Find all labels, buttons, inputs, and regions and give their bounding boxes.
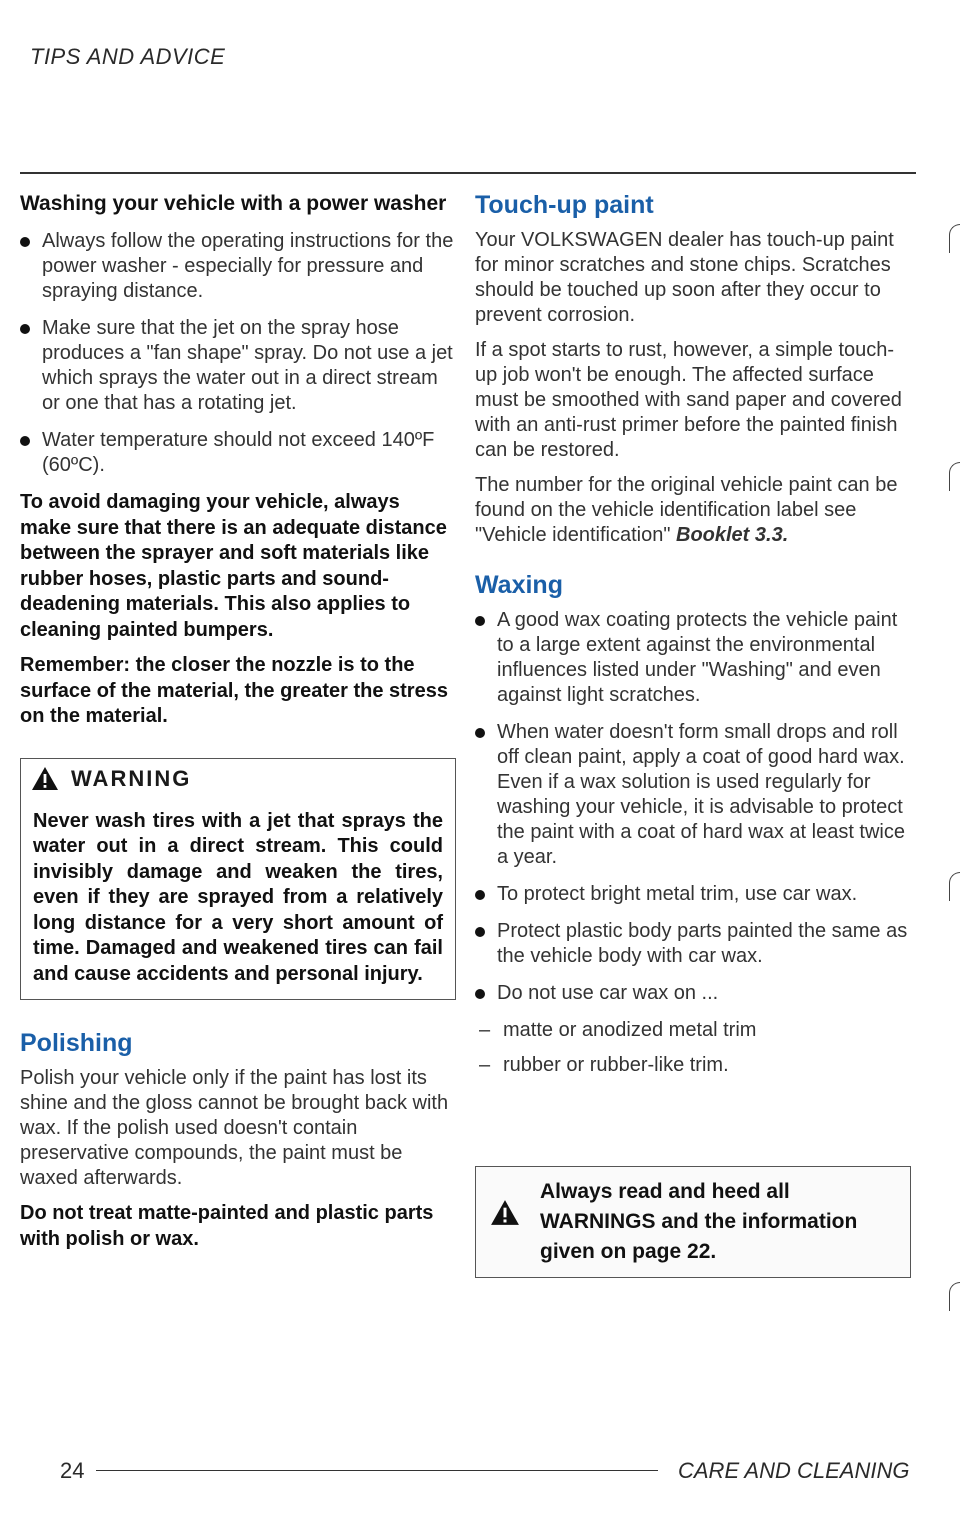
power-washer-heading: Washing your vehicle with a power washer [20,192,447,215]
paint-number-text: The number for the original vehicle paint can be found on the vehicle identification label see "Vehicle identification" [475,474,898,546]
warning-header [21,759,455,799]
distance-caution: To avoid damaging your vehicle, always make sure that there is an adequate distance between the sprayer and soft materials like rubber hoses, plastic parts and sound-deadening materials. This also applies to cleaning painted bumpers. [20,491,447,641]
header-rule [20,172,916,174]
page-number: 24 [60,1458,85,1483]
edge-tab-mark [949,224,960,253]
dash-item [475,1053,911,1078]
warnings-note-box [475,1166,911,1278]
touchup-paragraph [475,473,911,548]
power-washer-bullet [20,229,456,304]
warning-triangle-icon [31,766,59,791]
bullet-icon [20,436,30,446]
polishing-caution: Do not treat matte-painted and plastic parts with polish or wax. [20,1202,434,1250]
bullet-text: Protect plastic body parts painted the same as the vehicle body with car wax. [497,920,908,967]
warning-label: WARNING [71,765,192,791]
dash-icon: – [479,1054,491,1076]
bullet-icon [475,890,485,900]
touchup-paragraph: If a spot starts to rust, however, a simple touch-up job won't be enough. The affected surface must be smoothed with sand paper and covered with an anti-rust primer before the painted finish can be restored. [475,339,902,461]
booklet-reference: Booklet 3.3. [676,524,789,546]
bullet-text: Do not use car wax on ... [497,982,719,1004]
warnings-note-text: Always read and heed all WARNINGS and the information given on page 22. [540,1180,858,1263]
edge-tab-mark [949,462,960,491]
waxing-bullet [475,981,911,1006]
bullet-text: Always follow the operating instructions for the power washer - especially for pressure and spraying distance. [42,230,454,302]
waxing-bullet [475,608,911,708]
touchup-heading: Touch-up paint [475,191,654,219]
bullet-icon [475,616,485,626]
bullet-icon [475,927,485,937]
waxing-bullet [475,919,911,969]
power-washer-bullet [20,428,456,478]
warning-box [20,758,456,1001]
waxing-bullet [475,882,911,907]
power-washer-bullet [20,316,456,416]
waxing-bullet [475,720,911,870]
polishing-text: Polish your vehicle only if the paint has lost its shine and the gloss cannot be brought back with wax. If the polish used doesn't contain preservative compounds, the paint must be waxed afterwards. [20,1067,449,1189]
bullet-icon [475,728,485,738]
right-column [475,190,911,1278]
bullet-text: When water doesn't form small drops and roll off clean paint, apply a coat of good hard wax. Even if a wax solution is used regularly for washing your vehicle, it is advisable to protect the paint with a coat of hard wax at least twice a year. [497,721,905,868]
warning-triangle-icon [490,1177,520,1231]
bullet-icon [20,324,30,334]
bullet-text: Make sure that the jet on the spray hose produces a "fan shape" spray. Do not use a jet which sprays the water out in a direct stream or one that has a rotating jet. [42,317,453,414]
section-header: TIPS AND ADVICE [30,44,226,69]
bullet-text: A good wax coating protects the vehicle paint to a large extent against the environmental influences listed under "Washing" and even against light scratches. [497,609,898,706]
polishing-heading: Polishing [20,1029,133,1057]
bullet-icon [20,237,30,247]
footer-rule [96,1470,658,1471]
bullet-text: To protect bright metal trim, use car wax. [497,883,858,905]
bullet-text: Water temperature should not exceed 140ºF (60ºC). [42,429,435,476]
waxing-heading: Waxing [475,571,563,599]
edge-tab-mark [949,872,960,901]
dash-icon: – [479,1019,491,1041]
nozzle-reminder: Remember: the closer the nozzle is to the surface of the material, the greater the stress on the material. [20,654,448,727]
touchup-paragraph: Your VOLKSWAGEN dealer has touch-up paint for minor scratches and stone chips. Scratches should be touched up soon after they occur to prevent corrosion. [475,229,894,326]
bullet-icon [475,989,485,999]
edge-tab-mark [949,1282,960,1311]
dash-text: matte or anodized metal trim [503,1019,757,1041]
chapter-title: CARE AND CLEANING [678,1458,910,1483]
dash-item [475,1018,911,1043]
dash-text: rubber or rubber-like trim. [503,1054,729,1076]
warning-text: Never wash tires with a jet that sprays the water out in a direct stream. This could invisibly damage and weaken the tires, even if they are sprayed from a relatively long distance for a very short amount of time. Damaged and weakened tires can fail and cause accidents and personal injury. [33,809,443,985]
left-column [20,190,456,1262]
